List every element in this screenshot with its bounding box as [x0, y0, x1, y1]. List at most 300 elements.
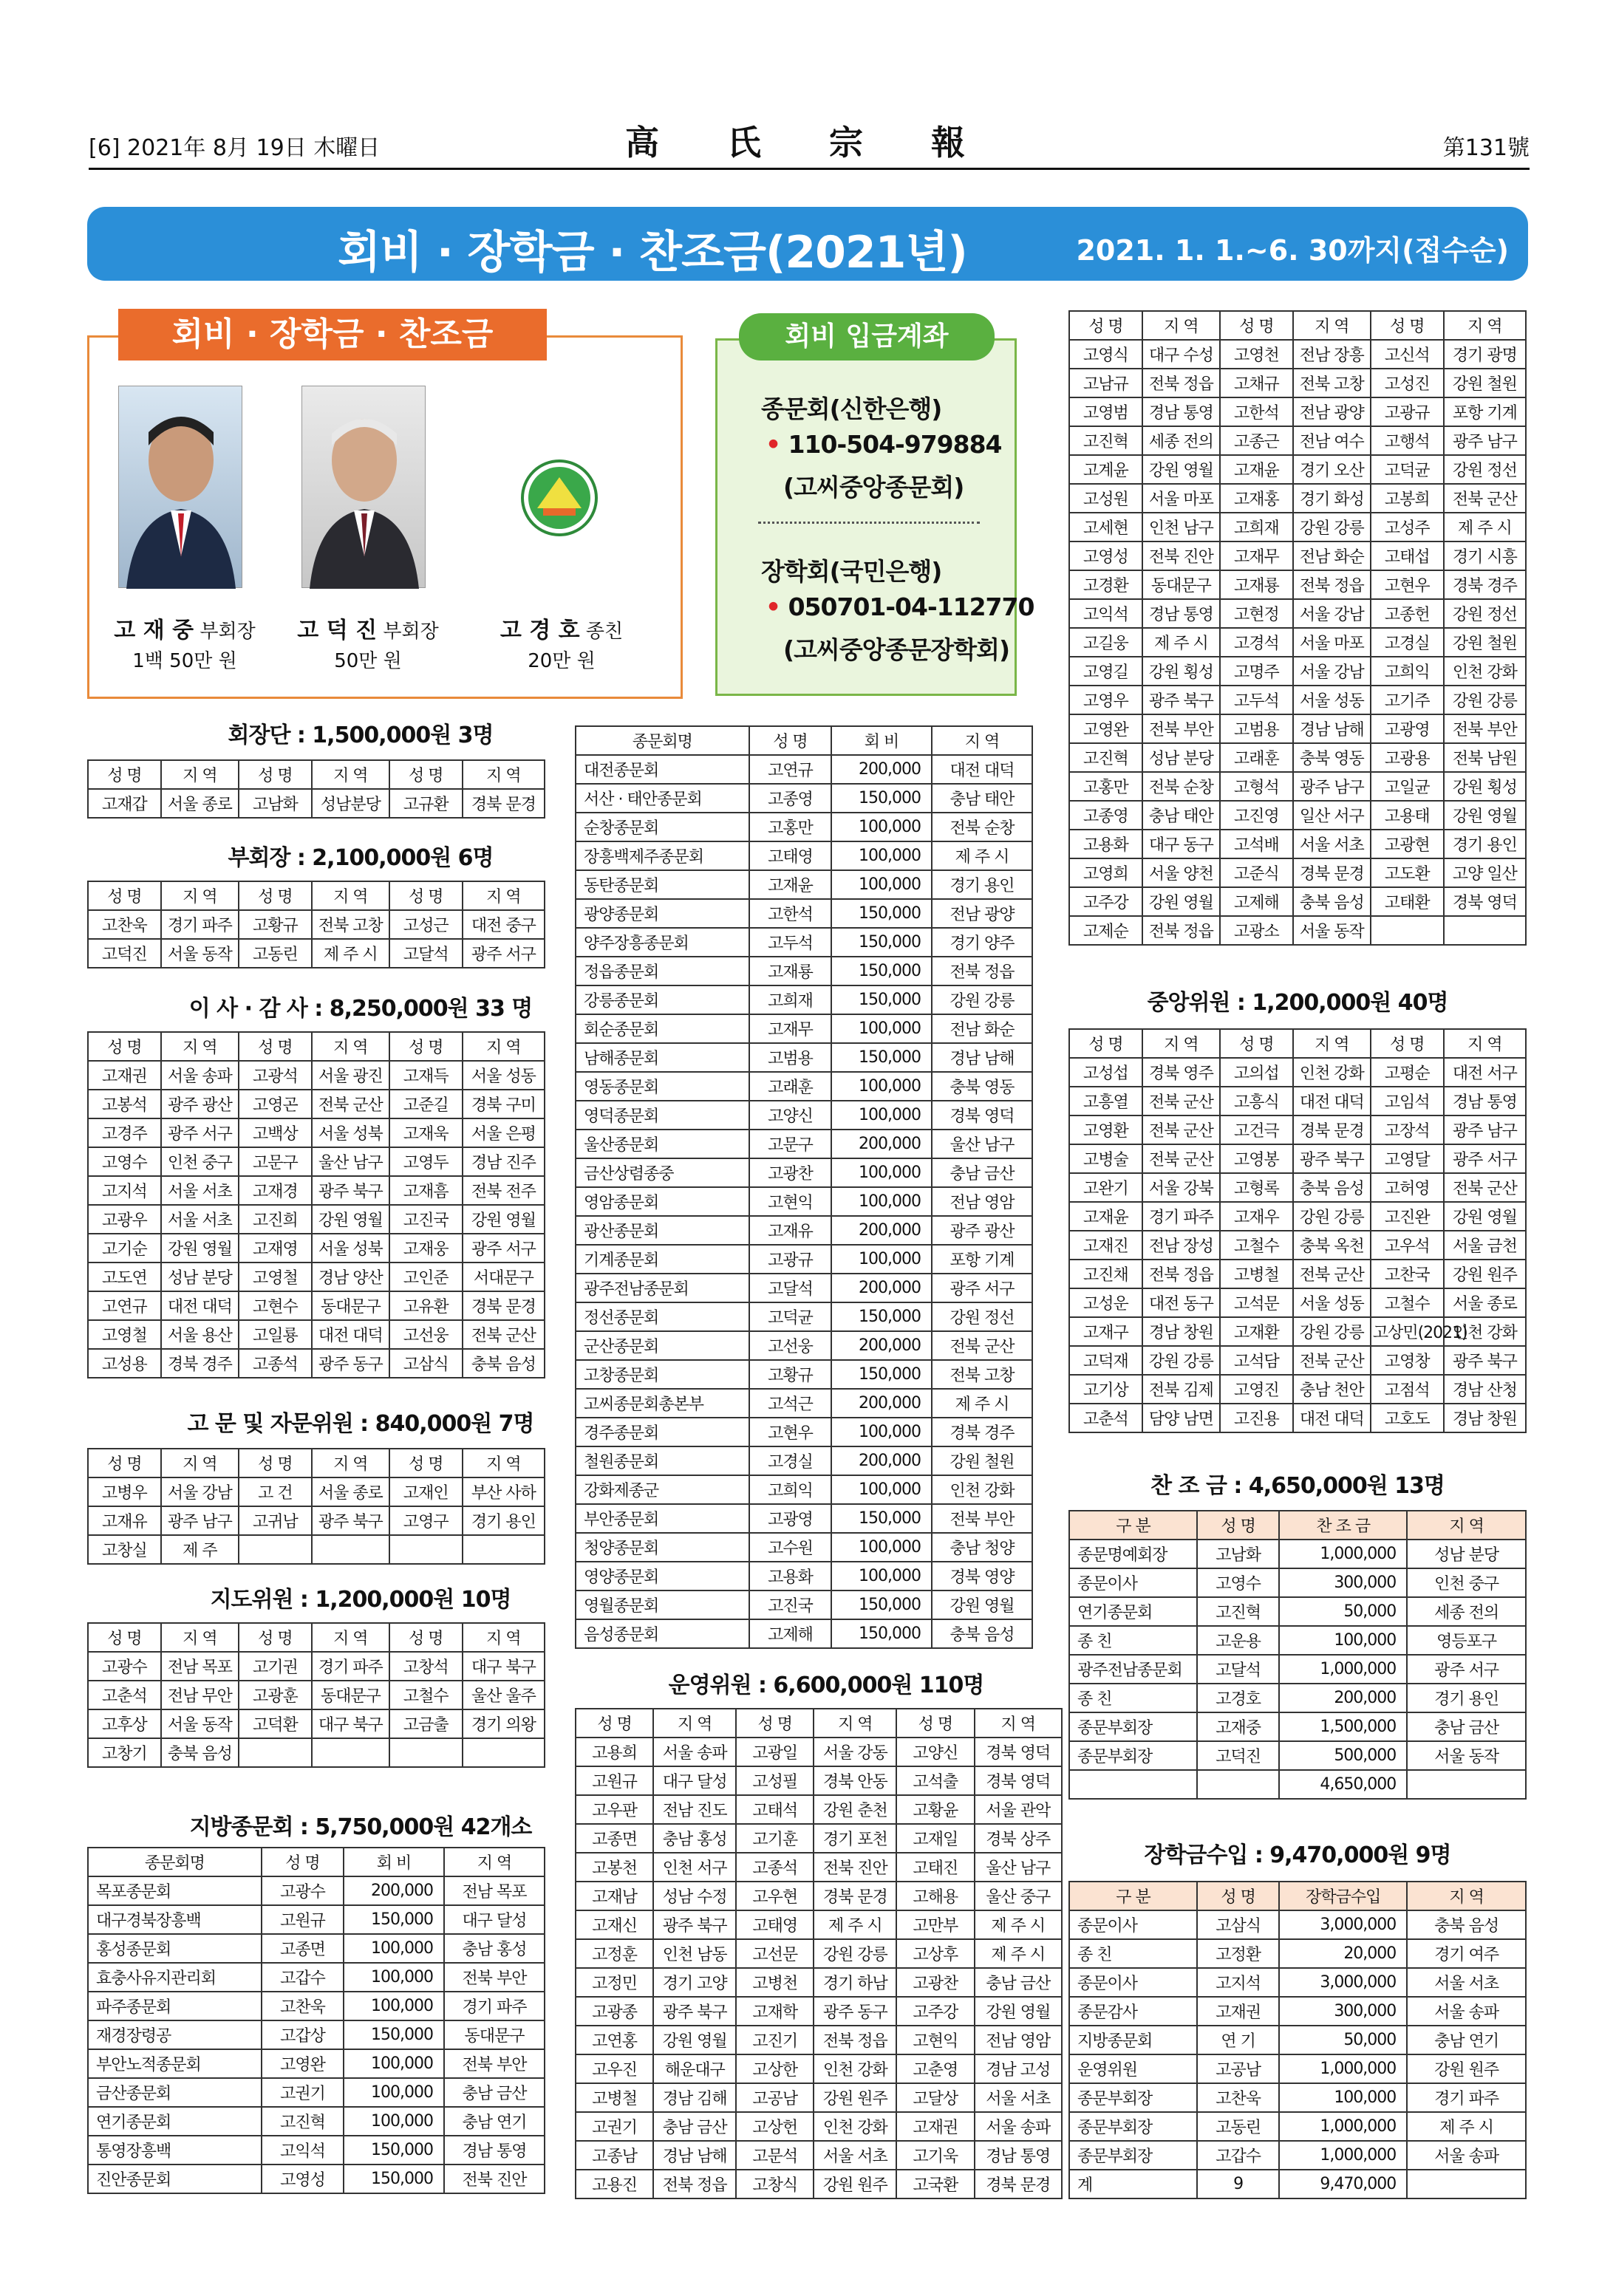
- table-cell: 고황윤: [896, 1795, 974, 1824]
- table-cell: 전남 무안: [161, 1681, 239, 1709]
- table-row: [1069, 340, 1526, 369]
- table-cell: 고우현: [736, 1882, 814, 1910]
- column-header: 성 명: [88, 1623, 161, 1652]
- table-cell: 서울 성북: [312, 1234, 389, 1263]
- table-row: [576, 1446, 1032, 1475]
- table-cell: 고태석: [736, 1795, 814, 1824]
- column-header: 종문회명: [576, 726, 749, 755]
- table-cell: 고신석: [1371, 340, 1444, 369]
- table-cell: 고재룡: [749, 957, 831, 985]
- table-cell: 고후상: [88, 1709, 161, 1738]
- table-cell: 고재중: [1197, 1712, 1279, 1741]
- table-cell: 정선종문회: [576, 1302, 749, 1331]
- table-cell: 고달석: [389, 939, 463, 968]
- table-row: [576, 1910, 1062, 1939]
- table-row: [88, 2165, 545, 2193]
- table-cell: 인천 강화: [1293, 1058, 1371, 1087]
- table-cell: 고진영: [1220, 801, 1293, 830]
- table-header-row: [1069, 1511, 1526, 1540]
- table-cell: 강원 영월: [463, 1205, 545, 1234]
- column-header: 지 역: [1444, 1029, 1526, 1058]
- table-cell: 일산 서구: [1293, 801, 1371, 830]
- table-row: [1069, 1058, 1526, 1087]
- table-cell: 고재구: [1069, 1317, 1142, 1346]
- table-cell: 제 주 시: [312, 939, 389, 968]
- table-cell: 영동종문회: [576, 1072, 749, 1101]
- page-header: [89, 123, 1530, 170]
- table-cell: 고평순: [1371, 1058, 1444, 1087]
- column-header: 지 역: [653, 1709, 736, 1738]
- table-cell: 고재흠: [389, 1176, 463, 1205]
- table-cell: 고두석: [1220, 686, 1293, 714]
- table-cell: 100,000: [831, 870, 932, 899]
- table-cell: 경남 창원: [1142, 1317, 1220, 1346]
- table-cell: 고창기: [88, 1738, 161, 1767]
- table-cell: 고종면: [576, 1824, 653, 1853]
- table-cell: 100,000: [344, 1934, 444, 1963]
- table-row: [576, 2141, 1062, 2170]
- table-cell: 고임석: [1371, 1087, 1444, 1115]
- table-cell: 고종석: [736, 1853, 814, 1882]
- table-cell: 고범용: [749, 1043, 831, 1072]
- table-cell: 고찬욱: [262, 1992, 344, 2020]
- table-cell: 고상헌: [736, 2112, 814, 2141]
- table-row: [1069, 2141, 1526, 2170]
- table-cell: 고용화: [749, 1562, 831, 1591]
- table-cell: 제 주 시: [1142, 628, 1220, 657]
- table-cell: 전남 장흥: [1293, 340, 1371, 369]
- table-cell: 고석배: [1220, 830, 1293, 858]
- table-cell: 서울 서초: [975, 2083, 1062, 2112]
- table-row: [1069, 1770, 1526, 1799]
- column-header: 성 명: [1371, 311, 1444, 340]
- table-cell: 고광영: [749, 1504, 831, 1533]
- column-header: 성 명: [1069, 1029, 1142, 1058]
- table-cell: 성남 분당: [1142, 743, 1220, 772]
- table-cell: 고병우: [88, 1477, 161, 1506]
- table-cell: 전북 정읍: [1142, 1260, 1220, 1288]
- table-cell: 고현익: [896, 2026, 974, 2054]
- column-header: 구 분: [1069, 1882, 1197, 1910]
- table-row: [1069, 397, 1526, 426]
- table-cell: 강원 횡성: [1444, 772, 1526, 801]
- table-cell: 종 친: [1069, 1939, 1197, 1968]
- table-cell: 영월종문회: [576, 1591, 749, 1619]
- table-cell: 대구 북구: [312, 1709, 389, 1738]
- table-cell: 고재홍: [1220, 484, 1293, 513]
- table-cell: 효충사유지관리회: [88, 1963, 262, 1992]
- column-header: 성 명: [239, 1449, 312, 1477]
- table-row: [1069, 1144, 1526, 1173]
- table-cell: 고희재: [1220, 513, 1293, 541]
- table-cell: 서울 서초: [161, 1176, 239, 1205]
- table-cell: 고경주: [88, 1118, 161, 1147]
- table-cell: [389, 1738, 463, 1767]
- table-cell: [1069, 1770, 1197, 1799]
- table-cell: 고기훈: [736, 1824, 814, 1853]
- table-cell: 고재윤: [1069, 1202, 1142, 1231]
- table-cell: 고철수: [1371, 1288, 1444, 1317]
- column-header: 회 비: [344, 1848, 444, 1876]
- table-row: [88, 2107, 545, 2136]
- table-cell: 고권기: [262, 2078, 344, 2107]
- column-header: 지 역: [1142, 311, 1220, 340]
- table-cell: 강원 영월: [975, 1997, 1062, 2026]
- table-cell: 3,000,000: [1279, 1968, 1407, 1997]
- table-cell: 서대문구: [463, 1263, 545, 1291]
- table-cell: 고계윤: [1069, 455, 1142, 484]
- table-cell: 목포종문회: [88, 1876, 262, 1905]
- column-header: 지 역: [161, 760, 239, 789]
- table-row: [1069, 541, 1526, 570]
- table-cell: 서울 은평: [463, 1118, 545, 1147]
- table-cell: 서울 강남: [1293, 599, 1371, 628]
- newspaper-title: 高 氏 宗 報: [624, 123, 994, 163]
- table-row: [1069, 743, 1526, 772]
- table-cell: 강원 철원: [932, 1446, 1032, 1475]
- issue-number: 第131號: [1442, 135, 1530, 161]
- table-cell: [1197, 1770, 1279, 1799]
- table-cell: 강원 강릉: [814, 1939, 896, 1968]
- table-cell: 광주 북구: [653, 1997, 736, 2026]
- table-row: [576, 1418, 1032, 1446]
- table-cell: 충북 음성: [1293, 1173, 1371, 1202]
- table-cell: 전북 정읍: [1142, 369, 1220, 397]
- table-cell: 고흥열: [1069, 1087, 1142, 1115]
- table-cell: 고영봉: [1220, 1144, 1293, 1173]
- table-cell: 강원 영월: [312, 1205, 389, 1234]
- table-cell: 고준길: [389, 1090, 463, 1118]
- table-cell: 고재무: [1220, 541, 1293, 570]
- table-cell: 전남 장성: [1142, 1231, 1220, 1260]
- table-cell: 고태영: [749, 841, 831, 870]
- table-cell: 경북 영덕: [975, 1738, 1062, 1766]
- table-cell: 강원 원주: [1444, 1260, 1526, 1288]
- table-cell: 4,650,000: [1279, 1770, 1407, 1799]
- table-row: [1069, 1231, 1526, 1260]
- table-cell: 강원 강릉: [1444, 686, 1526, 714]
- table-cell: 전북 군산: [1444, 484, 1526, 513]
- table-cell: 고종석: [239, 1349, 312, 1378]
- table-cell: 고영창: [1371, 1346, 1444, 1375]
- table-row: [576, 2112, 1062, 2141]
- table-cell: 고준식: [1220, 858, 1293, 887]
- table-row: [1069, 1404, 1526, 1432]
- table-row: [88, 1905, 545, 1934]
- table-cell: 전북 군산: [312, 1090, 389, 1118]
- table-cell: 광주 서구: [932, 1274, 1032, 1302]
- table-cell: 경기 고양: [653, 1968, 736, 1997]
- table-cell: 울산종문회: [576, 1130, 749, 1158]
- table-cell: 고진혁: [1197, 1597, 1279, 1626]
- table-cell: 충남 연기: [444, 2107, 545, 2136]
- person-role: 종친: [579, 621, 624, 643]
- account-number: 110-504-979884: [788, 430, 1002, 459]
- table-cell: 200,000: [831, 1331, 932, 1360]
- table-cell: 고채규: [1220, 369, 1293, 397]
- column-header: 회 비: [831, 726, 932, 755]
- table-cell: 서울 금천: [1444, 1231, 1526, 1260]
- table-cell: 100,000: [344, 2049, 444, 2078]
- table-cell: 100,000: [344, 2107, 444, 2136]
- column-header: 지 역: [444, 1848, 545, 1876]
- table-cell: 강원 원주: [814, 2083, 896, 2112]
- table-cell: 고재권: [88, 1061, 161, 1090]
- table-cell: 강원 영월: [1444, 1202, 1526, 1231]
- section-title: 부회장 : 2,100,000원 6명: [228, 845, 494, 871]
- column-header: 성 명: [1197, 1511, 1279, 1540]
- table-cell: 고달석: [749, 1274, 831, 1302]
- table-cell: 경북 문경: [814, 1882, 896, 1910]
- table-cell: 고완기: [1069, 1173, 1142, 1202]
- table-cell: 영등포구: [1407, 1626, 1526, 1655]
- table-cell: 충북 영동: [1293, 743, 1371, 772]
- table-cell: 고광규: [749, 1245, 831, 1274]
- table-cell: 순창종문회: [576, 813, 749, 841]
- table-cell: 서울 마포: [1293, 628, 1371, 657]
- table-row: [1069, 1346, 1526, 1375]
- table-cell: 고유환: [389, 1291, 463, 1320]
- table-header-row: [1069, 1029, 1526, 1058]
- table-cell: 고성필: [736, 1766, 814, 1795]
- table-cell: 장흥백제주종문회: [576, 841, 749, 870]
- column-header: 지 역: [161, 1623, 239, 1652]
- table-cell: 제 주 시: [932, 1389, 1032, 1418]
- table-cell: 고덕환: [239, 1709, 312, 1738]
- table-row: [88, 1205, 545, 1234]
- table-cell: 제 주 시: [975, 1910, 1062, 1939]
- table-cell: 경기 여주: [1407, 1939, 1526, 1968]
- person-name: 고 경 호: [500, 618, 580, 643]
- table-cell: 100,000: [831, 1158, 932, 1187]
- table-cell: 경남 통영: [975, 2141, 1062, 2170]
- table-cell: 강원 강릉: [1293, 1202, 1371, 1231]
- table-row: [1069, 916, 1526, 945]
- table-cell: 전북 고창: [1293, 369, 1371, 397]
- table-cell: 광주 서구: [463, 1234, 545, 1263]
- table-row: [1069, 772, 1526, 801]
- column-header: 종문회명: [88, 1848, 262, 1876]
- table-cell: 고태영: [736, 1910, 814, 1939]
- table-cell: 고경환: [1069, 570, 1142, 599]
- table-row: [1069, 1568, 1526, 1597]
- table-cell: 고재룡: [1220, 570, 1293, 599]
- table-cell: 전북 군산: [1293, 1260, 1371, 1288]
- column-header: 성 명: [389, 881, 463, 910]
- table-cell: 충북 음성: [932, 1619, 1032, 1648]
- table-cell: 고희익: [749, 1475, 831, 1504]
- table-cell: 전북 고창: [932, 1360, 1032, 1389]
- table-cell: 서울 동작: [161, 1709, 239, 1738]
- table-cell: 동탄종문회: [576, 870, 749, 899]
- table-cell: 성남 분당: [1407, 1540, 1526, 1568]
- table-local-1: [87, 1847, 545, 2194]
- table-cell: 연 기: [1197, 2026, 1279, 2054]
- column-header: 성 명: [1220, 1029, 1293, 1058]
- table-cell: 고석담: [1220, 1346, 1293, 1375]
- table-cell: 고영천: [1220, 340, 1293, 369]
- table-row: [576, 1738, 1062, 1766]
- table-cell: 고갑상: [262, 2020, 344, 2049]
- table-cell: 금산종문회: [88, 2078, 262, 2107]
- table-cell: 고지석: [1197, 1968, 1279, 1997]
- table-cell: 고철수: [389, 1681, 463, 1709]
- table-cell: 경남 남해: [653, 2141, 736, 2170]
- table-row: [1069, 570, 1526, 599]
- table-row: [576, 1187, 1032, 1216]
- table-cell: 서산 · 태안종문회: [576, 784, 749, 813]
- table-cell: 전북 부안: [444, 2049, 545, 2078]
- section-title: 지방종문회 : 5,750,000원 42개소: [189, 1814, 532, 1840]
- table-cell: [463, 1738, 545, 1767]
- table-cell: [1407, 1770, 1526, 1799]
- banner-title: 회비 · 장학금 · 찬조금(2021년): [338, 227, 967, 279]
- table-cell: 서울 성동: [463, 1061, 545, 1090]
- table-cell: 제 주 시: [975, 1939, 1062, 1968]
- column-header: 지 역: [975, 1709, 1062, 1738]
- table-cell: 고주강: [1069, 887, 1142, 916]
- column-header: 성 명: [389, 1032, 463, 1061]
- table-cell: 경북 영주: [1142, 1058, 1220, 1087]
- table-cell: 고진국: [749, 1591, 831, 1619]
- table-cell: 운영위원: [1069, 2054, 1197, 2083]
- table-cell: 충북 음성: [1407, 1910, 1526, 1939]
- table-cell: 경북 문경: [975, 2170, 1062, 2198]
- table-row: [1069, 686, 1526, 714]
- table-cell: 고봉천: [576, 1853, 653, 1882]
- table-cell: 전북 진안: [814, 1853, 896, 1882]
- table-cell: 전남 여수: [1293, 426, 1371, 455]
- table-cell: 충북 음성: [463, 1349, 545, 1378]
- table-row: [88, 1320, 545, 1349]
- table-cell: 경남 창원: [1444, 1404, 1526, 1432]
- table-cell: 고용진: [576, 2170, 653, 2198]
- table-cell: 광양종문회: [576, 899, 749, 928]
- table-cell: 고연규: [749, 755, 831, 784]
- table-cell: 고광현: [1371, 830, 1444, 858]
- table-cell: 고찬욱: [1197, 2083, 1279, 2112]
- caption-godeokjin: [287, 616, 449, 676]
- table-cell: 고성섭: [1069, 1058, 1142, 1087]
- table-scholar: [1068, 1881, 1527, 2199]
- table-cell: 경남 통영: [444, 2136, 545, 2165]
- table-cell: 광주 남구: [1444, 426, 1526, 455]
- table-cell: 고현수: [239, 1291, 312, 1320]
- table-cell: 서울 성북: [312, 1118, 389, 1147]
- table-row: [1069, 1939, 1526, 1968]
- table-header-row: [88, 1032, 545, 1061]
- table-cell: 강원 영월: [1142, 455, 1220, 484]
- table-cell: [1407, 2170, 1526, 2198]
- table-director: [87, 1031, 545, 1378]
- table-cell: [1371, 916, 1444, 945]
- table-cell: 고범용: [1220, 714, 1293, 743]
- table-row: [576, 1882, 1062, 1910]
- table-row: [576, 928, 1032, 957]
- table-cell: 전북 전주: [463, 1176, 545, 1205]
- table-cell: [239, 1535, 312, 1564]
- table-cell: [312, 1738, 389, 1767]
- table-chairman: [87, 759, 545, 819]
- table-cell: 전북 군산: [932, 1331, 1032, 1360]
- table-row: [576, 1130, 1032, 1158]
- table-cell: 철원종문회: [576, 1446, 749, 1475]
- section-title: 중앙위원 : 1,200,000원 40명: [1147, 990, 1448, 1016]
- table-cell: 경남 남해: [932, 1043, 1032, 1072]
- table-cell: 고양신: [749, 1101, 831, 1130]
- table-cell: 대전 대덕: [312, 1320, 389, 1349]
- table-cell: 고종남: [576, 2141, 653, 2170]
- table-cell: 100,000: [344, 2078, 444, 2107]
- table-cell: 전북 진안: [1142, 541, 1220, 570]
- table-operation-1: [575, 1708, 1063, 2199]
- table-row: [1069, 1712, 1526, 1741]
- table-cell: 고창석: [389, 1652, 463, 1681]
- table-cell: 200,000: [831, 1216, 932, 1245]
- table-cell: 경북 상주: [975, 1824, 1062, 1853]
- table-cell: [389, 1535, 463, 1564]
- table-cell: 고진혁: [1069, 743, 1142, 772]
- table-row: [1069, 1260, 1526, 1288]
- table-cell: 고석출: [896, 1766, 974, 1795]
- table-cell: 150,000: [831, 1591, 932, 1619]
- table-cell: 고기주: [1371, 686, 1444, 714]
- table-row: [576, 2054, 1062, 2083]
- table-cell: 고양신: [896, 1738, 974, 1766]
- table-cell: 성남 수정: [653, 1882, 736, 1910]
- table-row: [1069, 1115, 1526, 1144]
- table-cell: 경기 하남: [814, 1968, 896, 1997]
- table-cell: 고공남: [736, 2083, 814, 2112]
- table-cell: 고제순: [1069, 916, 1142, 945]
- table-cell: 고희익: [1371, 657, 1444, 686]
- table-cell: 고재욱: [389, 1118, 463, 1147]
- table-cell: 고래훈: [749, 1072, 831, 1101]
- table-cell: 고황규: [239, 910, 312, 939]
- table-cell: 서울 송파: [975, 2112, 1062, 2141]
- table-cell: 고광찬: [749, 1158, 831, 1187]
- table-cell: [1444, 916, 1526, 945]
- table-cell: 전남 영암: [975, 2026, 1062, 2054]
- table-cell: 고기욱: [896, 2141, 974, 2170]
- table-cell: 전북 정읍: [1142, 916, 1220, 945]
- column-header: 성 명: [389, 1623, 463, 1652]
- table-cell: 고홍만: [749, 813, 831, 841]
- table-cell: 고광수: [88, 1652, 161, 1681]
- table-guidance: [87, 1622, 545, 1768]
- table-cell: 고병술: [1069, 1144, 1142, 1173]
- table-row: [576, 841, 1032, 870]
- table-cell: 서울 강남: [1293, 657, 1371, 686]
- table-cell: 강원 철원: [1444, 628, 1526, 657]
- column-header: 성 명: [1371, 1029, 1444, 1058]
- table-cell: 50,000: [1279, 1597, 1407, 1626]
- table-cell: 고병철: [576, 2083, 653, 2112]
- table-cell: 광주 북구: [653, 1910, 736, 1939]
- table-cell: 고동린: [239, 939, 312, 968]
- column-header: 지 역: [1293, 311, 1371, 340]
- table-cell: 고상후: [896, 1939, 974, 1968]
- table-cell: 제 주 시: [1444, 513, 1526, 541]
- table-cell: 고정민: [576, 1968, 653, 1997]
- person-amount: 20만 원: [528, 650, 596, 672]
- table-cell: 고재갑: [88, 789, 161, 818]
- column-header: 성 명: [239, 881, 312, 910]
- table-cell: 고세현: [1069, 513, 1142, 541]
- table-cell: 전북 순창: [932, 813, 1032, 841]
- table-row: [88, 939, 545, 968]
- table-cell: 고광수: [262, 1876, 344, 1905]
